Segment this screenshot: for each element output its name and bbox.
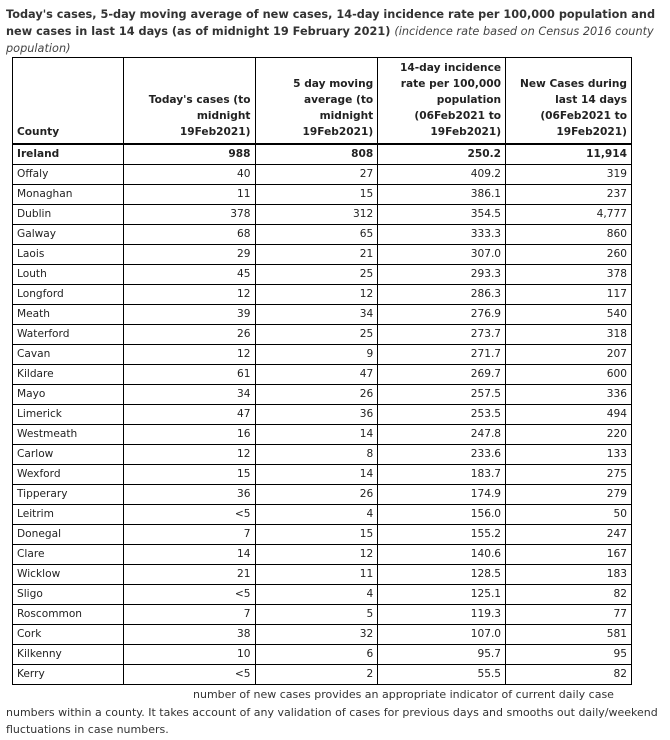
cell-county: Offaly: [13, 165, 124, 185]
cell-incidence-rate: 276.9: [378, 305, 506, 325]
cell-new-cases: 11,914: [506, 144, 632, 165]
cell-county: Sligo: [13, 585, 124, 605]
cell-today: 11: [123, 185, 255, 205]
header-line: (06Feb2021 to: [540, 110, 627, 122]
cell-moving-average: 808: [255, 144, 378, 165]
cell-county: Waterford: [13, 325, 124, 345]
cell-today: 39: [123, 305, 255, 325]
cell-new-cases: 183: [506, 565, 632, 585]
header-row: [13, 58, 632, 145]
cell-county: Mayo: [13, 385, 124, 405]
cell-today: 68: [123, 225, 255, 245]
table-row: [13, 445, 632, 465]
cell-incidence-rate: 55.5: [378, 665, 506, 685]
header-line: population: [436, 94, 502, 106]
cell-today: 40: [123, 165, 255, 185]
cell-today: 7: [123, 605, 255, 625]
cell-incidence-rate: 155.2: [378, 525, 506, 545]
cell-county: Limerick: [13, 405, 124, 425]
cell-moving-average: 25: [255, 325, 378, 345]
cell-today: <5: [123, 585, 255, 605]
cell-incidence-rate: 247.8: [378, 425, 506, 445]
cell-new-cases: 275: [506, 465, 632, 485]
cell-today: <5: [123, 665, 255, 685]
header-line: 14-day incidence: [400, 62, 502, 74]
cell-moving-average: 21: [255, 245, 378, 265]
cell-moving-average: 26: [255, 485, 378, 505]
cell-incidence-rate: 140.6: [378, 545, 506, 565]
cell-moving-average: 5: [255, 605, 378, 625]
cell-county: Galway: [13, 225, 124, 245]
cell-moving-average: 6: [255, 645, 378, 665]
cell-county: Wicklow: [13, 565, 124, 585]
header-line: last 14 days: [555, 94, 627, 106]
heading-note: (incidence rate based on Census 2016 county population): [6, 25, 654, 55]
cell-today: 378: [123, 205, 255, 225]
cell-incidence-rate: 307.0: [378, 245, 506, 265]
cell-moving-average: 14: [255, 425, 378, 445]
cell-new-cases: 4,777: [506, 205, 632, 225]
cell-today: 45: [123, 265, 255, 285]
cell-incidence-rate: 386.1: [378, 185, 506, 205]
table-row: [13, 265, 632, 285]
cell-new-cases: 319: [506, 165, 632, 185]
cell-county: Dublin: [13, 205, 124, 225]
cell-incidence-rate: 253.5: [378, 405, 506, 425]
table-row: [13, 185, 632, 205]
cell-new-cases: 336: [506, 385, 632, 405]
table-row: [13, 545, 632, 565]
cell-incidence-rate: 409.2: [378, 165, 506, 185]
cell-county: Kerry: [13, 665, 124, 685]
cell-incidence-rate: 354.5: [378, 205, 506, 225]
cell-moving-average: 312: [255, 205, 378, 225]
table-row: [13, 405, 632, 425]
table-row: [13, 245, 632, 265]
cell-county: Clare: [13, 545, 124, 565]
cell-today: 36: [123, 485, 255, 505]
header-line: rate per 100,000: [400, 78, 502, 90]
cell-incidence-rate: 119.3: [378, 605, 506, 625]
cell-moving-average: 26: [255, 385, 378, 405]
table-row: [13, 385, 632, 405]
cell-today: 7: [123, 525, 255, 545]
cell-new-cases: 581: [506, 625, 632, 645]
cell-incidence-rate: 125.1: [378, 585, 506, 605]
cell-moving-average: 25: [255, 265, 378, 285]
header-county: County: [13, 58, 124, 145]
cell-incidence-rate: 293.3: [378, 265, 506, 285]
cell-county: Roscommon: [13, 605, 124, 625]
header-line: 19Feb2021): [302, 126, 374, 138]
table-row: [13, 365, 632, 385]
cell-moving-average: 32: [255, 625, 378, 645]
cell-moving-average: 14: [255, 465, 378, 485]
total-row: [13, 144, 632, 165]
cell-incidence-rate: 271.7: [378, 345, 506, 365]
cell-county: Meath: [13, 305, 124, 325]
table-row: [13, 665, 632, 685]
header-today: [123, 58, 255, 145]
table-row: [13, 605, 632, 625]
table-row: [13, 525, 632, 545]
cell-today: 15: [123, 465, 255, 485]
cell-incidence-rate: 174.9: [378, 485, 506, 505]
cell-today: 12: [123, 345, 255, 365]
cell-county: Carlow: [13, 445, 124, 465]
cell-today: 21: [123, 565, 255, 585]
cell-moving-average: 12: [255, 545, 378, 565]
header-line: 19Feb2021): [179, 126, 251, 138]
cell-moving-average: 9: [255, 345, 378, 365]
cell-today: 12: [123, 285, 255, 305]
cell-county: Cavan: [13, 345, 124, 365]
cell-today: 47: [123, 405, 255, 425]
cell-county: Ireland: [13, 144, 124, 165]
cell-today: 12: [123, 445, 255, 465]
table-row: [13, 205, 632, 225]
cell-incidence-rate: 269.7: [378, 365, 506, 385]
header-incidence-rate: [378, 58, 506, 145]
header-line: midnight: [319, 110, 374, 122]
cell-moving-average: 4: [255, 585, 378, 605]
table-row: [13, 305, 632, 325]
cell-today: 61: [123, 365, 255, 385]
cell-today: 38: [123, 625, 255, 645]
table-row: [13, 465, 632, 485]
table-row: [13, 505, 632, 525]
cell-incidence-rate: 95.7: [378, 645, 506, 665]
table-row: [13, 565, 632, 585]
cell-moving-average: 36: [255, 405, 378, 425]
cell-new-cases: 540: [506, 305, 632, 325]
cell-today: 26: [123, 325, 255, 345]
cell-new-cases: 77: [506, 605, 632, 625]
header-new-cases: [506, 58, 632, 145]
cell-incidence-rate: 286.3: [378, 285, 506, 305]
cell-county: Laois: [13, 245, 124, 265]
footnote-text: number of new cases provides an appropriate indicator of current daily case numbers within a county. It takes account of any validation of cases for previous days and smooths out daily/weekend fluctuations in case numbers.: [6, 688, 658, 736]
cell-new-cases: 95: [506, 645, 632, 665]
cell-moving-average: 34: [255, 305, 378, 325]
header-line: midnight: [196, 110, 251, 122]
cell-incidence-rate: 250.2: [378, 144, 506, 165]
cell-new-cases: 600: [506, 365, 632, 385]
cell-today: 16: [123, 425, 255, 445]
cell-incidence-rate: 128.5: [378, 565, 506, 585]
table-row: [13, 625, 632, 645]
cell-county: Monaghan: [13, 185, 124, 205]
table-row: [13, 425, 632, 445]
cell-county: Westmeath: [13, 425, 124, 445]
cell-today: 29: [123, 245, 255, 265]
cell-new-cases: 82: [506, 665, 632, 685]
cell-moving-average: 15: [255, 185, 378, 205]
cell-moving-average: 65: [255, 225, 378, 245]
cell-moving-average: 12: [255, 285, 378, 305]
cell-county: Longford: [13, 285, 124, 305]
header-line: 19Feb2021): [556, 126, 627, 138]
cell-county: Kilkenny: [13, 645, 124, 665]
table-row: [13, 225, 632, 245]
cell-new-cases: 247: [506, 525, 632, 545]
cell-incidence-rate: 107.0: [378, 625, 506, 645]
cell-moving-average: 4: [255, 505, 378, 525]
cell-county: Louth: [13, 265, 124, 285]
cell-county: Wexford: [13, 465, 124, 485]
cell-today: 34: [123, 385, 255, 405]
cell-new-cases: 279: [506, 485, 632, 505]
cell-county: Kildare: [13, 365, 124, 385]
cell-today: 988: [123, 144, 255, 165]
cell-new-cases: 494: [506, 405, 632, 425]
cell-new-cases: 860: [506, 225, 632, 245]
cell-today: 10: [123, 645, 255, 665]
cell-moving-average: 27: [255, 165, 378, 185]
cell-new-cases: 207: [506, 345, 632, 365]
cell-new-cases: 318: [506, 325, 632, 345]
cell-today: 14: [123, 545, 255, 565]
cell-new-cases: 133: [506, 445, 632, 465]
cases-table: [12, 57, 632, 685]
table-row: [13, 345, 632, 365]
cell-county: Donegal: [13, 525, 124, 545]
header-line: (06Feb2021 to: [414, 110, 502, 122]
cell-new-cases: 167: [506, 545, 632, 565]
cell-moving-average: 8: [255, 445, 378, 465]
header-line: 5 day moving: [293, 78, 374, 90]
table-row: [13, 585, 632, 605]
cell-incidence-rate: 156.0: [378, 505, 506, 525]
cell-moving-average: 11: [255, 565, 378, 585]
cell-new-cases: 260: [506, 245, 632, 265]
table-row: [13, 285, 632, 305]
header-line: Today's cases (to: [148, 94, 251, 106]
cell-incidence-rate: 257.5: [378, 385, 506, 405]
cell-moving-average: 15: [255, 525, 378, 545]
footnote: [6, 686, 662, 739]
cell-new-cases: 82: [506, 585, 632, 605]
cell-county: Leitrim: [13, 505, 124, 525]
cell-incidence-rate: 333.3: [378, 225, 506, 245]
table-row: [13, 485, 632, 505]
cell-new-cases: 50: [506, 505, 632, 525]
cell-incidence-rate: 273.7: [378, 325, 506, 345]
header-line: average (to: [303, 94, 374, 106]
cell-incidence-rate: 183.7: [378, 465, 506, 485]
header-line: 19Feb2021): [430, 126, 502, 138]
cell-county: Tipperary: [13, 485, 124, 505]
cell-new-cases: 378: [506, 265, 632, 285]
cell-today: <5: [123, 505, 255, 525]
cell-incidence-rate: 233.6: [378, 445, 506, 465]
cell-moving-average: 47: [255, 365, 378, 385]
cell-county: Cork: [13, 625, 124, 645]
header-line: New Cases during: [519, 78, 627, 90]
cell-new-cases: 237: [506, 185, 632, 205]
heading-title: Today's cases, 5-day moving average of new cases, 14-day incidence rate per 100,000 population and new cases in last 14 days (as of midnight 19 February 2021): [6, 8, 656, 38]
cell-moving-average: 2: [255, 665, 378, 685]
table-row: [13, 645, 632, 665]
table-row: [13, 165, 632, 185]
table-heading: [6, 6, 662, 57]
cell-new-cases: 117: [506, 285, 632, 305]
header-moving-average: [255, 58, 378, 145]
table-row: [13, 325, 632, 345]
cell-new-cases: 220: [506, 425, 632, 445]
